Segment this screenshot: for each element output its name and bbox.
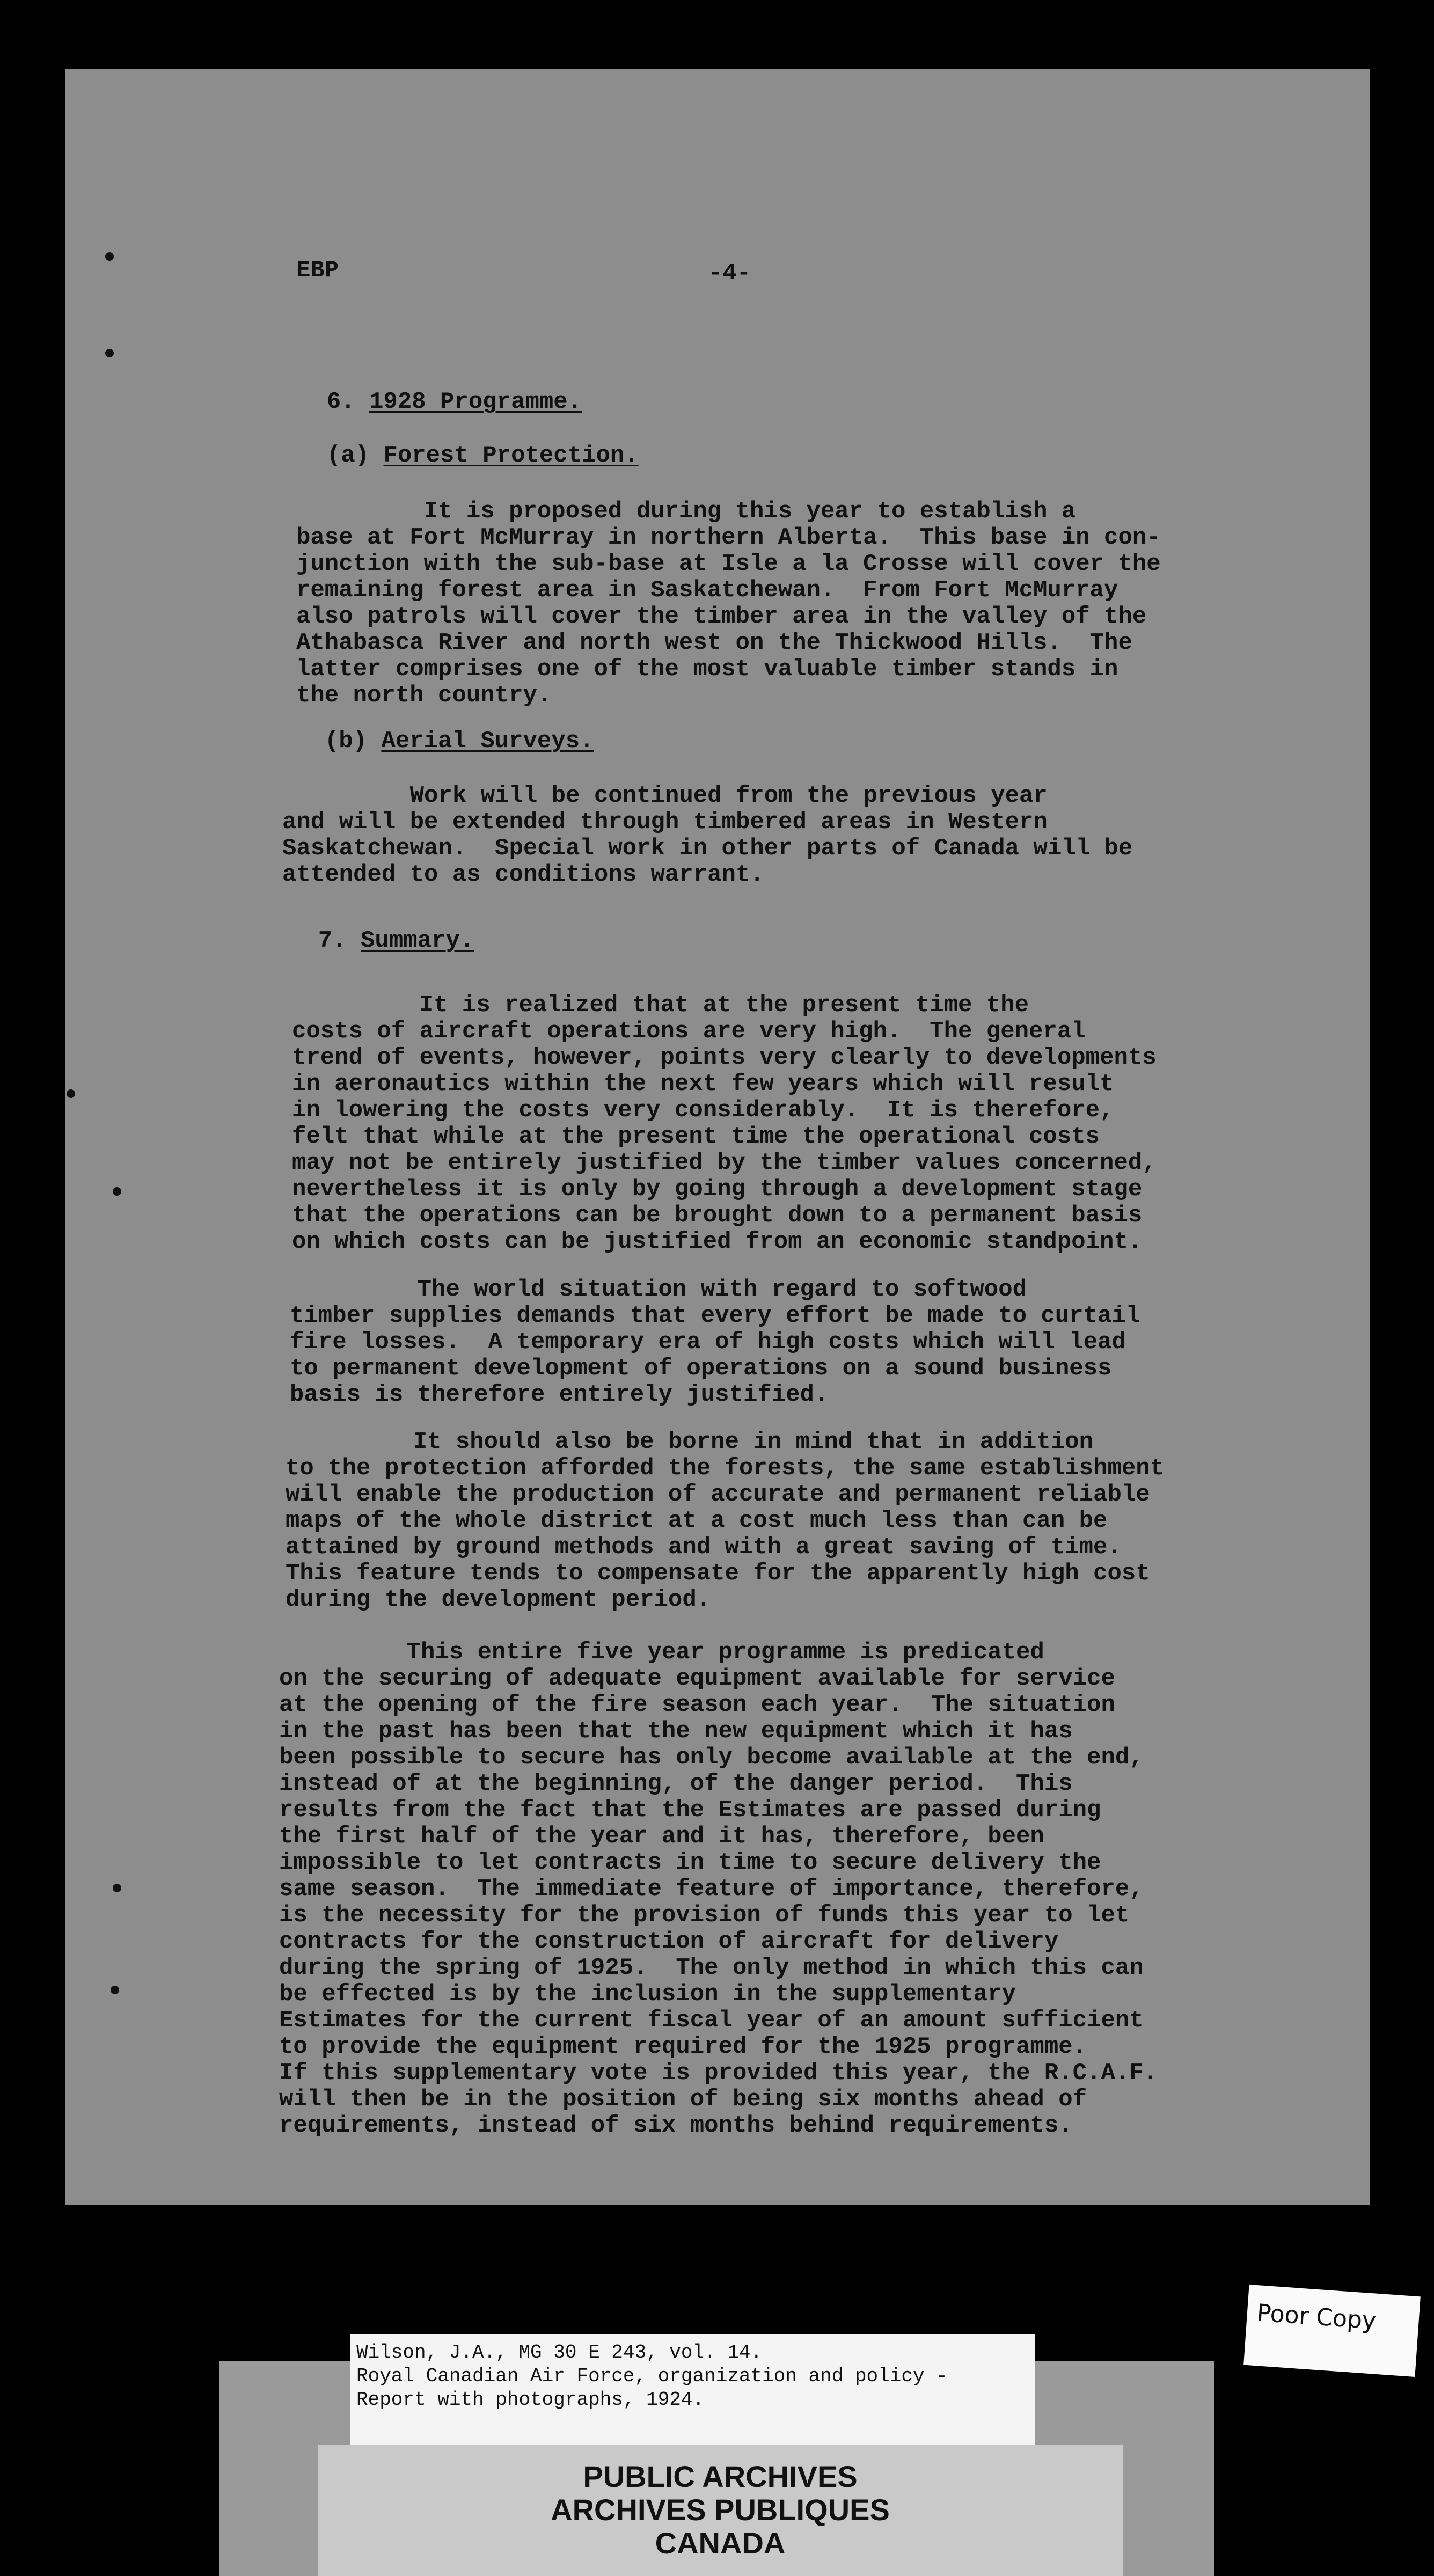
text-line: latter comprises one of the most valuable timber stands in — [296, 656, 1118, 683]
public-archives-stamp — [318, 2445, 1123, 2576]
text-line: trend of events, however, points very clearly to developments — [292, 1044, 1157, 1071]
text-line: This entire five year programme is predicated — [279, 1639, 1044, 1666]
section-7-heading — [290, 902, 474, 954]
text-line: junction with the sub-base at Isle a la Crosse will cover the — [296, 551, 1161, 577]
text-line: results from the fact that the Estimates are passed during — [279, 1797, 1101, 1824]
label-line: Report with photographs, 1924. — [356, 2389, 705, 2411]
text-line: on which costs can be justified from an economic standpoint. — [292, 1228, 1143, 1255]
text-line: fire losses. A temporary era of high costs which will lead — [290, 1329, 1126, 1356]
handwritten-poor-copy-note: Poor Copy — [1243, 2285, 1421, 2377]
text-line: will enable the production of accurate and permanent reliable — [286, 1481, 1150, 1508]
text-line: and will be extended through timbered areas in Western — [282, 809, 1048, 836]
text-line: nevertheless it is only by going through a development stage — [292, 1176, 1143, 1203]
text-line: contracts for the construction of aircraft for delivery — [279, 1928, 1059, 1955]
stamp-line: ARCHIVES PUBLIQUES — [551, 2493, 890, 2527]
section-a-heading — [298, 416, 639, 469]
text-line: It is realized that at the present time the — [292, 992, 1029, 1019]
section-number: 6. — [326, 389, 355, 415]
section-title: Aerial Surveys. — [381, 728, 594, 755]
text-line: This feature tends to compensate for the apparently high cost — [286, 1560, 1150, 1587]
text-line: Saskatchewan. Special work in other parts of Canada will be — [282, 835, 1133, 862]
text-line: the first half of the year and it has, therefore, been — [279, 1823, 1044, 1850]
text-line: requirements, instead of six months behind requirements. — [279, 2112, 1073, 2139]
text-line: It should also be borne in mind that in addition — [286, 1429, 1094, 1455]
section-number: (b) — [324, 728, 368, 755]
text-line: may not be entirely justified by the timber values concerned, — [292, 1150, 1157, 1176]
text-line: Estimates for the current fiscal year of an amount sufficient — [279, 2007, 1144, 2034]
text-line: Work will be continued from the previous year — [282, 782, 1048, 809]
text-line: be effected is by the inclusion in the supplementary — [279, 1981, 1016, 2008]
stamp-line: CANADA — [655, 2526, 786, 2560]
label-line: Wilson, J.A., MG 30 E 243, vol. 14. — [356, 2341, 763, 2363]
text-line: in aeronautics within the next few years which will result — [292, 1071, 1114, 1097]
text-line: at the opening of the fire season each year. The situation — [279, 1692, 1115, 1718]
text-line: costs of aircraft operations are very high. The general — [292, 1018, 1086, 1045]
text-line: The world situation with regard to softwood — [290, 1276, 1027, 1303]
text-line: also patrols will cover the timber area in the valley of the — [296, 603, 1147, 630]
section-title: 1928 Programme. — [369, 389, 582, 415]
text-line: on the securing of adequate equipment available for service — [279, 1665, 1115, 1692]
stamp-line: PUBLIC ARCHIVES — [583, 2460, 858, 2493]
text-line: the north country. — [296, 682, 552, 709]
text-line: attained by ground methods and with a great saving of time. — [286, 1534, 1122, 1561]
binder-hole-mark — [113, 1884, 121, 1892]
text-line: in the past has been that the new equipment which it has — [279, 1718, 1073, 1745]
text-line: in lowering the costs very considerably. It is therefore, — [292, 1097, 1114, 1124]
summary-paragraph-3 — [286, 1403, 1164, 1640]
binder-hole-mark — [111, 1986, 119, 1994]
text-line: instead of at the beginning, of the danger period. This — [279, 1770, 1073, 1797]
section-title: Forest Protection. — [383, 442, 639, 469]
text-line: same season. The immediate feature of importance, therefore, — [279, 1876, 1144, 1902]
section-number: (a) — [326, 442, 370, 469]
text-line: maps of the whole district at a cost much less than can be — [286, 1507, 1108, 1534]
text-line: to provide the equipment required for the 1925 programme. — [279, 2033, 1087, 2060]
text-line: Athabasca River and north west on the Thickwood Hills. The — [296, 630, 1132, 656]
text-line: to permanent development of operations on a sound business — [290, 1355, 1112, 1382]
header-initials: EBP — [296, 257, 339, 284]
page-number: -4- — [708, 260, 751, 287]
text-line: been possible to secure has only become available at the end, — [279, 1744, 1144, 1771]
text-line: attended to as conditions warrant. — [282, 861, 764, 888]
summary-paragraph-1 — [292, 966, 1157, 1282]
section-title: Summary. — [361, 927, 474, 954]
text-line: felt that while at the present time the operational costs — [292, 1123, 1100, 1150]
text-line: will then be in the position of being six months ahead of — [279, 2086, 1087, 2113]
text-line: is the necessity for the provision of funds this year to let — [279, 1902, 1130, 1929]
text-line: It is proposed during this year to establish a — [296, 498, 1076, 525]
text-line: basis is therefore entirely justified. — [290, 1381, 829, 1408]
summary-paragraph-4 — [279, 1613, 1158, 2165]
forest-protection-paragraph — [296, 472, 1161, 735]
section-6-heading — [298, 363, 582, 415]
text-line: remaining forest area in Saskatchewan. From Fort McMurray — [296, 577, 1118, 604]
binder-hole-mark — [105, 252, 114, 261]
archive-reference-label — [350, 2334, 1035, 2445]
binder-hole-mark — [105, 349, 114, 357]
text-line: during the development period. — [286, 1586, 711, 1613]
text-line: to the protection afforded the forests, the same establishment — [286, 1455, 1165, 1482]
text-line: timber supplies demands that every effort be made to curtail — [290, 1302, 1140, 1329]
binder-hole-mark — [113, 1187, 121, 1196]
aerial-surveys-paragraph — [282, 757, 1132, 914]
text-line: during the spring of 1925. The only method in which this can — [279, 1955, 1144, 1981]
text-line: If this supplementary vote is provided this year, the R.C.A.F. — [279, 2060, 1158, 2087]
binder-hole-mark — [67, 1089, 75, 1098]
section-number: 7. — [318, 927, 347, 954]
text-line: that the operations can be brought down to a permanent basis — [292, 1202, 1143, 1229]
text-line: impossible to let contracts in time to secure delivery the — [279, 1849, 1101, 1876]
section-b-heading — [296, 702, 594, 755]
label-line: Royal Canadian Air Force, organization and policy - — [356, 2365, 948, 2387]
text-line: base at Fort McMurray in northern Alberta. This base in con- — [296, 524, 1161, 551]
